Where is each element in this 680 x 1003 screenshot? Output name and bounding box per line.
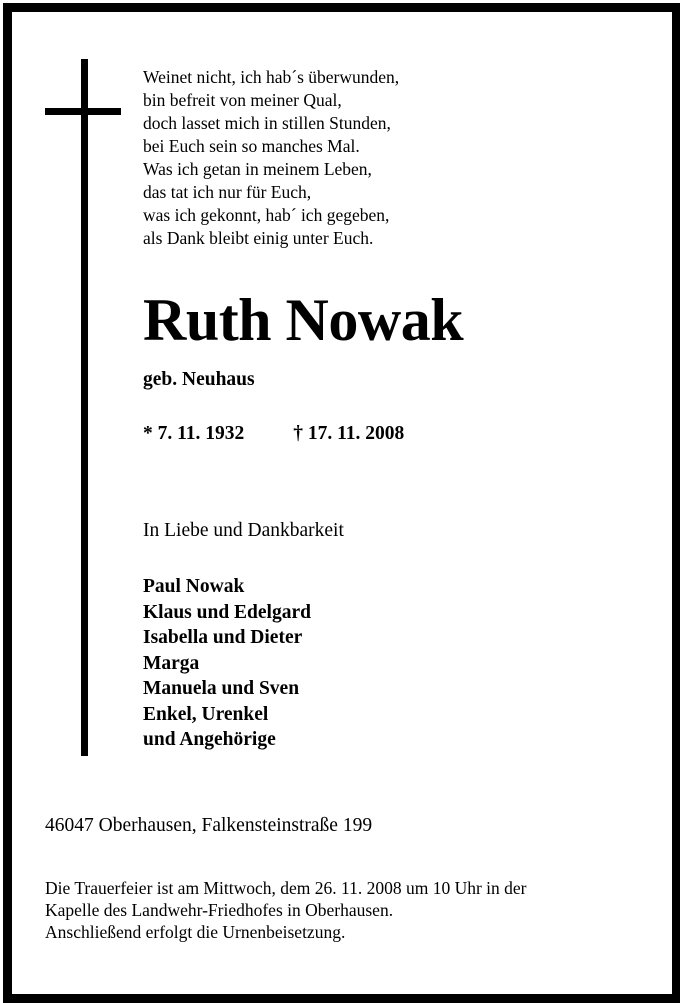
poem-line: bei Euch sein so manches Mal. <box>143 136 360 156</box>
cross-vertical-bar <box>81 59 88 756</box>
poem-line: doch lasset mich in stillen Stunden, <box>143 113 391 133</box>
death-date: † 17. 11. 2008 <box>293 423 405 444</box>
mourners-list <box>143 574 311 753</box>
poem <box>143 66 399 250</box>
dedication: In Liebe und Dankbarkeit <box>143 520 344 541</box>
funeral-line: Anschließend erfolgt die Urnenbeisetzung. <box>45 922 346 942</box>
life-dates <box>143 423 404 445</box>
funeral-notice <box>45 877 527 943</box>
mourner: Manuela und Sven <box>143 678 300 699</box>
poem-line: als Dank bleibt einig unter Euch. <box>143 228 374 248</box>
funeral-line: Die Trauerfeier ist am Mittwoch, dem 26. 11. 2008 um 10 Uhr in der <box>45 878 527 898</box>
poem-line: das tat ich nur für Euch, <box>143 182 312 202</box>
mourner: Isabella und Dieter <box>143 627 303 648</box>
birth-date: * 7. 11. 1932 <box>143 423 245 444</box>
mourner: Marga <box>143 652 200 674</box>
maiden-name: geb. Neuhaus <box>143 369 255 390</box>
mourner: Enkel, Urenkel <box>143 703 269 725</box>
family-address: 46047 Oberhausen, Falkensteinstraße 199 <box>45 815 373 836</box>
poem-line: was ich gekonnt, hab´ ich gegeben, <box>143 205 390 225</box>
poem-line: bin befreit von meiner Qual, <box>143 90 342 110</box>
deceased-name: Ruth Nowak <box>143 287 464 353</box>
obituary-frame <box>3 3 680 1003</box>
mourner: Klaus und Edelgard <box>143 601 311 623</box>
mourner: und Angehörige <box>143 729 276 750</box>
mourner: Paul Nowak <box>143 576 245 597</box>
poem-line: Weinet nicht, ich hab´s überwunden, <box>143 67 400 87</box>
poem-line: Was ich getan in meinem Leben, <box>143 159 372 179</box>
cross-horizontal-bar <box>45 108 121 115</box>
funeral-line: Kapelle des Landwehr-Friedhofes in Oberhausen. <box>45 900 394 920</box>
